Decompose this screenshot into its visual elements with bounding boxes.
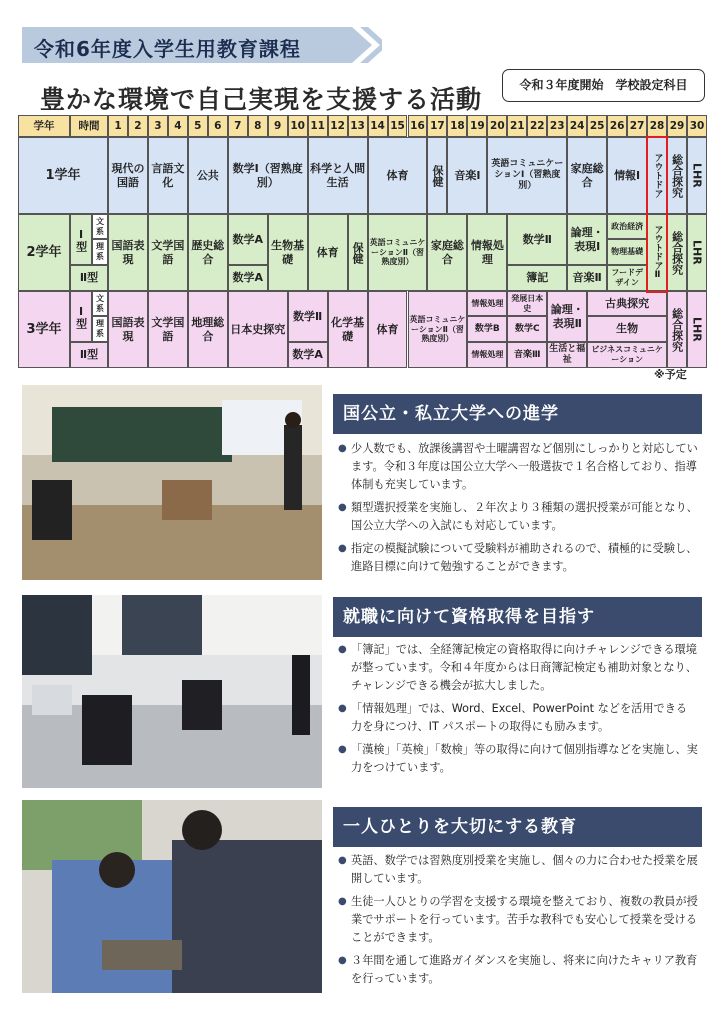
list-item: ● 英語、数学では習熟度別授業を実施し、個々の力に合わせた授業を展開しています。 bbox=[338, 852, 698, 888]
header-hour-14: 14 bbox=[368, 115, 388, 137]
list-item: ● 「情報処理」では、Word、Excel、PowerPoint などを活用できる力を身につけ、IT パスポートの取得にも励みます。 bbox=[338, 700, 698, 736]
list-item: ● 指定の模擬試験について受験料が補助されるので、積極的に受験し、進路目標に向けて勉強することができます。 bbox=[338, 540, 698, 576]
year2-type1: Ⅰ型 bbox=[70, 214, 92, 265]
qualification-bullets bbox=[338, 641, 698, 782]
individual-bullets bbox=[338, 852, 698, 993]
header-hour-8: 8 bbox=[248, 115, 268, 137]
header-hour-16: 16 bbox=[408, 115, 428, 137]
header-hour-11: 11 bbox=[308, 115, 328, 137]
header-hour-26: 26 bbox=[607, 115, 627, 137]
subject-cell: 地理総合 bbox=[188, 291, 228, 368]
subject-cell: 簿記 bbox=[507, 265, 567, 291]
header-hour-24: 24 bbox=[567, 115, 587, 137]
subject-cell: 総合探究 bbox=[667, 214, 687, 291]
university-bullets bbox=[338, 440, 698, 581]
subject-cell: 情報処理 bbox=[467, 291, 507, 316]
header-hour-6: 6 bbox=[208, 115, 228, 137]
curriculum-table bbox=[18, 115, 707, 368]
header-hour-19: 19 bbox=[467, 115, 487, 137]
schedule-note: ※予定 bbox=[654, 368, 687, 381]
header-hour-20: 20 bbox=[487, 115, 507, 137]
header-hour-23: 23 bbox=[547, 115, 567, 137]
list-item: ● 少人数でも、放課後講習や土曜講習など個別にしっかりと対応しています。令和３年度は国公立大学へ一般選抜で１名合格しており、指導体制も充実しています。 bbox=[338, 440, 698, 494]
header-hour-5: 5 bbox=[188, 115, 208, 137]
header-hour-3: 3 bbox=[148, 115, 168, 137]
list-item: ● 「漢検」「英検」「数検」等の取得に向けて個別指導などを実施し、実力をつけています。 bbox=[338, 741, 698, 777]
subject-cell: 化学基礎 bbox=[328, 291, 368, 368]
subject-cell: 数学C bbox=[507, 316, 547, 342]
subject-cell: 国語表現 bbox=[108, 291, 148, 368]
header-hour-15: 15 bbox=[388, 115, 408, 137]
subject-cell: フードデザイン bbox=[607, 265, 647, 291]
header-hour-12: 12 bbox=[328, 115, 348, 137]
subject-cell: 国語表現 bbox=[108, 214, 148, 291]
individual-support-photo bbox=[22, 800, 322, 993]
subject-cell: 総合探究 bbox=[667, 291, 687, 368]
header-hour-2: 2 bbox=[128, 115, 148, 137]
banner-title: 令和6年度入学生用教育課程 bbox=[34, 37, 301, 61]
year3-type2: Ⅱ型 bbox=[70, 342, 108, 368]
list-item: ● ３年間を通して進路ガイダンスを実施し、将来に向けたキャリア教育を行っています。 bbox=[338, 952, 698, 988]
subject-cell: 総合探究 bbox=[667, 137, 687, 214]
year2-type2: Ⅱ型 bbox=[70, 265, 108, 291]
subject-cell: 情報Ⅰ bbox=[607, 137, 647, 214]
subject-cell: 数学Ⅱ bbox=[288, 291, 328, 342]
subject-cell: 数学B bbox=[467, 316, 507, 342]
year3-bunkei: 文系 bbox=[92, 291, 108, 316]
header-hour-22: 22 bbox=[527, 115, 547, 137]
subject-cell: 文学国語 bbox=[148, 291, 188, 368]
subject-cell: 英語コミュニケーションⅡ（習熟度別） bbox=[408, 291, 468, 368]
subject-cell: 数学A bbox=[288, 342, 328, 368]
header-hour-28: 28 bbox=[647, 115, 667, 137]
subject-cell: ビジネスコミュニケーション bbox=[587, 342, 667, 368]
subject-cell: 家庭総合 bbox=[567, 137, 607, 214]
header-hour-13: 13 bbox=[348, 115, 368, 137]
subject-cell: 生物基礎 bbox=[268, 214, 308, 291]
subject-cell: 論理・表現Ⅰ bbox=[567, 214, 607, 265]
subject-cell: 政治経済 bbox=[607, 214, 647, 239]
year3-rikei: 理系 bbox=[92, 316, 108, 342]
subject-cell: 科学と人間生活 bbox=[308, 137, 368, 214]
subject-cell: 音楽Ⅲ bbox=[507, 342, 547, 368]
subject-cell: 数学A bbox=[228, 214, 268, 265]
header-year: 学年 bbox=[18, 115, 70, 137]
subject-cell: 論理・表現Ⅱ bbox=[547, 291, 587, 342]
header-hour-10: 10 bbox=[288, 115, 308, 137]
subject-cell: 現代の国語 bbox=[108, 137, 148, 214]
subject-cell: 情報処理 bbox=[467, 342, 507, 368]
subject-cell: 物理基礎 bbox=[607, 239, 647, 265]
subject-cell: 発展日本史 bbox=[507, 291, 547, 316]
header-hour-27: 27 bbox=[627, 115, 647, 137]
header-hour-4: 4 bbox=[168, 115, 188, 137]
subject-cell: 英語コミュニケーションⅠ（習熟度別） bbox=[487, 137, 567, 214]
subject-cell: 文学国語 bbox=[148, 214, 188, 291]
list-item: ● 類型選択授業を実施し、２年次より３種類の選択授業が可能となり、国公立大学への入試にも対応しています。 bbox=[338, 499, 698, 535]
header-hour-18: 18 bbox=[447, 115, 467, 137]
subject-cell: 音楽Ⅰ bbox=[447, 137, 487, 214]
header-hour-17: 17 bbox=[427, 115, 447, 137]
subject-cell: 英語コミュニケーションⅡ（習熟度別） bbox=[368, 214, 428, 291]
subject-cell: 保健 bbox=[348, 214, 368, 291]
computer-room-photo bbox=[22, 595, 322, 788]
subject-cell: 数学Ⅱ bbox=[507, 214, 567, 265]
subject-cell: 保健 bbox=[427, 137, 447, 214]
header-hour-21: 21 bbox=[507, 115, 527, 137]
subject-cell: 言語文化 bbox=[148, 137, 188, 214]
section-title-individual: 一人ひとりを大切にする教育 bbox=[333, 807, 702, 847]
year2-bunkei: 文系 bbox=[92, 214, 108, 239]
header-hour-1: 1 bbox=[108, 115, 128, 137]
header-hour-9: 9 bbox=[268, 115, 288, 137]
subject-cell: 体育 bbox=[368, 137, 428, 214]
subject-cell: アウトドアⅡ bbox=[647, 214, 667, 291]
page-title: 豊かな環境で自己実現を支援する活動 bbox=[40, 85, 483, 114]
subject-cell: アウトドア bbox=[647, 137, 667, 214]
year3-type1: Ⅰ型 bbox=[70, 291, 92, 342]
list-item: ● 生徒一人ひとりの学習を支援する環境を整えており、複数の教員が授業でサポートを行っています。苦手な教科でも安心して授業を受けることができます。 bbox=[338, 893, 698, 947]
subject-cell: 生物 bbox=[587, 316, 667, 342]
subject-cell: 公共 bbox=[188, 137, 228, 214]
subject-cell: 古典探究 bbox=[587, 291, 667, 316]
header-hour-7: 7 bbox=[228, 115, 248, 137]
header-hour-25: 25 bbox=[587, 115, 607, 137]
subject-cell: 体育 bbox=[308, 214, 348, 291]
section-banner bbox=[22, 27, 382, 63]
header-hours: 時間 bbox=[70, 115, 108, 137]
subject-cell: 数学Ⅰ（習熟度別） bbox=[228, 137, 308, 214]
subject-cell: 日本史探究 bbox=[228, 291, 288, 368]
header-hour-30: 30 bbox=[687, 115, 707, 137]
subject-cell: 音楽Ⅱ bbox=[567, 265, 607, 291]
subject-cell: 生活と福祉 bbox=[547, 342, 587, 368]
list-item: ● 「簿記」では、全経簿記検定の資格取得に向けチャレンジできる環境が整っています。令和４年度からは日商簿記検定も補助対象となり、チャレンジできる機会が拡大しました。 bbox=[338, 641, 698, 695]
section-title-qualification: 就職に向けて資格取得を目指す bbox=[333, 597, 702, 637]
subject-cell: 数学A bbox=[228, 265, 268, 291]
classroom-photo bbox=[22, 385, 322, 580]
year1-label: 1学年 bbox=[18, 137, 108, 214]
subject-cell: LHR bbox=[687, 214, 707, 291]
subject-cell: 体育 bbox=[368, 291, 408, 368]
section-title-university: 国公立・私立大学への進学 bbox=[333, 394, 702, 434]
year2-label: 2学年 bbox=[18, 214, 70, 291]
subject-cell: LHR bbox=[687, 137, 707, 214]
subject-cell: 家庭総合 bbox=[427, 214, 467, 291]
header-hour-29: 29 bbox=[667, 115, 687, 137]
subject-cell: 情報処理 bbox=[467, 214, 507, 291]
school-subject-badge: 令和３年度開始 学校設定科目 bbox=[502, 69, 705, 102]
year2-rikei: 理系 bbox=[92, 239, 108, 265]
subject-cell: LHR bbox=[687, 291, 707, 368]
year3-label: 3学年 bbox=[18, 291, 70, 368]
subject-cell: 歴史総合 bbox=[188, 214, 228, 291]
